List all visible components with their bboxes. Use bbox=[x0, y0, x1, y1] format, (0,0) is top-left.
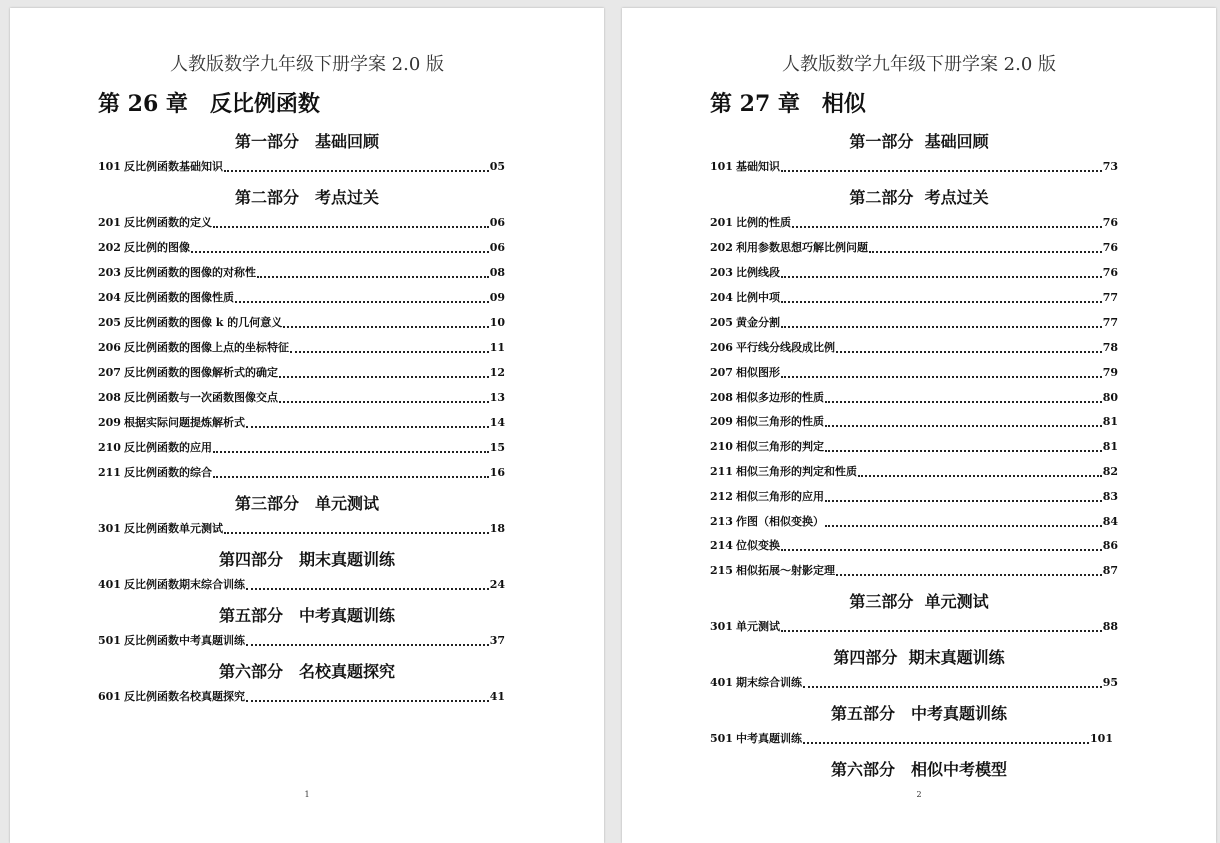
entry-code: 201 bbox=[710, 216, 733, 229]
dot-leader bbox=[290, 342, 489, 353]
dot-leader bbox=[191, 242, 489, 253]
dot-leader bbox=[246, 417, 489, 428]
entry-page: 80 bbox=[1102, 391, 1118, 404]
toc-entry[interactable] bbox=[710, 159, 1118, 175]
dot-leader bbox=[781, 317, 1102, 328]
toc-entry[interactable] bbox=[710, 265, 1118, 281]
entry-text: 反比例函数的图像性质 bbox=[123, 291, 234, 304]
entry-code: 211 bbox=[710, 465, 733, 478]
entry-text: 反比例函数中考真题训练 bbox=[123, 634, 245, 647]
dot-leader bbox=[792, 217, 1102, 228]
entry-code: 401 bbox=[710, 676, 733, 689]
toc-entry[interactable] bbox=[98, 415, 505, 431]
entry-code: 208 bbox=[98, 391, 121, 404]
entry-text: 相似拓展～射影定理 bbox=[735, 564, 835, 577]
toc-entry[interactable] bbox=[98, 265, 505, 281]
entry-code: 204 bbox=[710, 291, 733, 304]
toc-entry[interactable] bbox=[710, 619, 1118, 635]
toc-entry[interactable] bbox=[710, 538, 1118, 554]
dot-leader bbox=[279, 392, 489, 403]
entry-text: 平行线分线段成比例 bbox=[735, 341, 835, 354]
toc-entry[interactable] bbox=[710, 563, 1118, 579]
entry-text: 位似变换 bbox=[735, 539, 780, 552]
entry-code: 208 bbox=[710, 391, 733, 404]
dot-leader bbox=[246, 579, 489, 590]
toc-entry[interactable] bbox=[710, 240, 1118, 256]
page-number: 1 bbox=[304, 790, 310, 799]
chapter-title: 第 27 章 相似 bbox=[710, 91, 866, 117]
entry-text: 作图（相似变换） bbox=[735, 515, 824, 528]
entry-page: 09 bbox=[489, 291, 505, 304]
page-header: 人教版数学九年级下册学案 2.0 版 bbox=[781, 54, 1057, 75]
entry-code: 101 bbox=[98, 160, 121, 173]
toc-entry[interactable] bbox=[710, 215, 1118, 231]
entry-code: 203 bbox=[98, 266, 121, 279]
toc-entry[interactable] bbox=[710, 290, 1118, 306]
entry-text: 反比例函数的图像 k 的几何意义 bbox=[123, 316, 283, 329]
toc-entry[interactable] bbox=[98, 340, 505, 356]
entry-text: 反比例函数的图像的对称性 bbox=[123, 266, 256, 279]
entry-page: 76 bbox=[1102, 266, 1118, 279]
dot-leader bbox=[781, 267, 1102, 278]
entry-text: 反比例的图像 bbox=[123, 241, 190, 254]
toc-entry[interactable] bbox=[98, 365, 505, 381]
entry-text: 反比例函数的定义 bbox=[123, 216, 212, 229]
dot-leader bbox=[858, 466, 1102, 477]
toc-entry[interactable] bbox=[710, 514, 1118, 530]
section-title: 第一部分 基础回顾 bbox=[234, 132, 379, 151]
entry-page: 11 bbox=[489, 341, 505, 354]
dot-leader bbox=[825, 516, 1102, 527]
entry-code: 210 bbox=[98, 441, 121, 454]
toc-entry[interactable] bbox=[710, 390, 1118, 406]
dot-leader bbox=[825, 392, 1102, 403]
toc-entry[interactable] bbox=[710, 489, 1118, 505]
entry-text: 利用参数思想巧解比例问题 bbox=[735, 241, 868, 254]
section-title: 第五部分 中考真题训练 bbox=[830, 704, 1007, 723]
entry-code: 202 bbox=[710, 241, 733, 254]
entry-code: 201 bbox=[98, 216, 121, 229]
toc-entry[interactable] bbox=[98, 215, 505, 231]
entry-page: 18 bbox=[489, 522, 505, 535]
dot-leader bbox=[781, 161, 1102, 172]
entry-page: 16 bbox=[489, 466, 505, 479]
entry-code: 212 bbox=[710, 490, 733, 503]
entry-code: 211 bbox=[98, 466, 121, 479]
entry-text: 期末综合训练 bbox=[735, 676, 802, 689]
entry-code: 206 bbox=[98, 341, 121, 354]
dot-leader bbox=[246, 691, 489, 702]
dot-leader bbox=[279, 367, 489, 378]
entry-page: 81 bbox=[1102, 440, 1118, 453]
dot-leader bbox=[825, 491, 1102, 502]
entry-text: 相似多边形的性质 bbox=[735, 391, 824, 404]
entry-page: 87 bbox=[1102, 564, 1118, 577]
entry-code: 213 bbox=[710, 515, 733, 528]
entry-text: 反比例函数的综合 bbox=[123, 466, 212, 479]
entry-text: 相似三角形的判定 bbox=[735, 440, 824, 453]
entry-text: 反比例函数与一次函数图像交点 bbox=[123, 391, 278, 404]
entry-page: 84 bbox=[1102, 515, 1118, 528]
section-title: 第四部分 期末真题训练 bbox=[833, 648, 1005, 667]
entry-page: 82 bbox=[1102, 465, 1118, 478]
section-title: 第二部分 考点过关 bbox=[849, 188, 989, 207]
entry-text: 比例线段 bbox=[735, 266, 780, 279]
dot-leader bbox=[836, 565, 1102, 576]
toc-entry[interactable] bbox=[710, 731, 1113, 747]
section-title: 第五部分 中考真题训练 bbox=[218, 606, 395, 625]
toc-entry[interactable] bbox=[710, 315, 1118, 331]
section-title: 第二部分 考点过关 bbox=[234, 188, 379, 207]
entry-page: 88 bbox=[1102, 620, 1118, 633]
entry-text: 相似三角形的应用 bbox=[735, 490, 824, 503]
dot-leader bbox=[836, 342, 1102, 353]
entry-code: 214 bbox=[710, 539, 733, 552]
entry-code: 202 bbox=[98, 241, 121, 254]
page-header: 人教版数学九年级下册学案 2.0 版 bbox=[169, 54, 445, 75]
dot-leader bbox=[257, 267, 489, 278]
entry-text: 反比例函数单元测试 bbox=[123, 522, 223, 535]
entry-text: 中考真题训练 bbox=[735, 732, 802, 745]
entry-code: 209 bbox=[710, 415, 733, 428]
entry-page: 08 bbox=[489, 266, 505, 279]
page-number: 2 bbox=[916, 790, 922, 799]
entry-text: 反比例函数的图像解析式的确定 bbox=[123, 366, 278, 379]
entry-text: 相似三角形的判定和性质 bbox=[735, 465, 857, 478]
entry-page: 76 bbox=[1102, 241, 1118, 254]
toc-entry[interactable] bbox=[98, 290, 505, 306]
toc-entry[interactable] bbox=[710, 439, 1118, 455]
dot-leader bbox=[213, 467, 489, 478]
entry-code: 203 bbox=[710, 266, 733, 279]
entry-page: 06 bbox=[489, 216, 505, 229]
entry-text: 反比例函数基础知识 bbox=[123, 160, 223, 173]
entry-text: 单元测试 bbox=[735, 620, 780, 633]
entry-page: 12 bbox=[489, 366, 505, 379]
chapter-title: 第 26 章 反比例函数 bbox=[98, 91, 320, 117]
entry-code: 206 bbox=[710, 341, 733, 354]
section-title: 第六部分 相似中考模型 bbox=[830, 760, 1007, 779]
entry-page: 24 bbox=[489, 578, 505, 591]
entry-text: 反比例函数的图像上点的坐标特征 bbox=[123, 341, 289, 354]
entry-code: 210 bbox=[710, 440, 733, 453]
entry-page: 76 bbox=[1102, 216, 1118, 229]
dot-leader bbox=[781, 540, 1102, 551]
entry-code: 207 bbox=[710, 366, 733, 379]
entry-page: 41 bbox=[489, 690, 505, 703]
section-title: 第六部分 名校真题探究 bbox=[218, 662, 395, 681]
entry-text: 相似图形 bbox=[735, 366, 780, 379]
dot-leader bbox=[825, 416, 1102, 427]
entry-code: 601 bbox=[98, 690, 121, 703]
toc-entry[interactable] bbox=[98, 689, 505, 705]
dot-leader bbox=[781, 621, 1102, 632]
dot-leader bbox=[803, 733, 1089, 744]
toc-entry[interactable] bbox=[710, 340, 1118, 356]
toc-entry[interactable] bbox=[98, 577, 505, 593]
document-page-2 bbox=[622, 8, 1216, 843]
entry-code: 205 bbox=[710, 316, 733, 329]
document-page-1 bbox=[10, 8, 604, 843]
toc-entry[interactable] bbox=[710, 464, 1118, 480]
entry-text: 比例中项 bbox=[735, 291, 780, 304]
entry-text: 比例的性质 bbox=[735, 216, 791, 229]
section-title: 第一部分 基础回顾 bbox=[849, 132, 989, 151]
entry-page: 77 bbox=[1102, 291, 1118, 304]
entry-code: 209 bbox=[98, 416, 121, 429]
toc-entry[interactable] bbox=[98, 390, 505, 406]
dot-leader bbox=[781, 292, 1102, 303]
toc-entry[interactable] bbox=[98, 521, 505, 537]
entry-page: 15 bbox=[489, 441, 505, 454]
section-title: 第四部分 期末真题训练 bbox=[218, 550, 395, 569]
entry-page: 81 bbox=[1102, 415, 1118, 428]
entry-page: 77 bbox=[1102, 316, 1118, 329]
dot-leader bbox=[235, 292, 489, 303]
toc-entry[interactable] bbox=[98, 465, 505, 481]
toc-entry[interactable] bbox=[98, 315, 505, 331]
entry-page: 83 bbox=[1102, 490, 1118, 503]
entry-code: 501 bbox=[710, 732, 733, 745]
entry-text: 反比例函数期末综合训练 bbox=[123, 578, 245, 591]
toc-entry[interactable] bbox=[98, 240, 505, 256]
entry-page: 86 bbox=[1102, 539, 1118, 552]
entry-text: 黄金分割 bbox=[735, 316, 780, 329]
dot-leader bbox=[283, 317, 488, 328]
entry-page: 73 bbox=[1102, 160, 1118, 173]
entry-page: 101 bbox=[1090, 732, 1113, 745]
entry-code: 301 bbox=[98, 522, 121, 535]
entry-page: 10 bbox=[489, 316, 505, 329]
dot-leader bbox=[213, 217, 489, 228]
dot-leader bbox=[224, 161, 489, 172]
entry-page: 95 bbox=[1102, 676, 1118, 689]
section-title: 第三部分 单元测试 bbox=[234, 494, 379, 513]
dot-leader bbox=[825, 441, 1102, 452]
toc-entry[interactable] bbox=[98, 633, 505, 649]
entry-code: 204 bbox=[98, 291, 121, 304]
entry-code: 401 bbox=[98, 578, 121, 591]
entry-code: 215 bbox=[710, 564, 733, 577]
dot-leader bbox=[781, 367, 1102, 378]
toc-entry[interactable] bbox=[98, 159, 505, 175]
dot-leader bbox=[803, 677, 1102, 688]
entry-page: 05 bbox=[489, 160, 505, 173]
entry-page: 78 bbox=[1102, 341, 1118, 354]
entry-text: 反比例函数的应用 bbox=[123, 441, 212, 454]
entry-code: 501 bbox=[98, 634, 121, 647]
dot-leader bbox=[213, 442, 489, 453]
entry-text: 反比例函数名校真题探究 bbox=[123, 690, 245, 703]
section-title: 第三部分 单元测试 bbox=[849, 592, 989, 611]
entry-code: 101 bbox=[710, 160, 733, 173]
entry-code: 207 bbox=[98, 366, 121, 379]
entry-text: 基础知识 bbox=[735, 160, 780, 173]
entry-text: 根据实际问题提炼解析式 bbox=[123, 416, 245, 429]
toc-entry[interactable] bbox=[710, 365, 1118, 381]
toc-entry[interactable] bbox=[710, 414, 1118, 430]
entry-code: 301 bbox=[710, 620, 733, 633]
dot-leader bbox=[246, 635, 489, 646]
dot-leader bbox=[869, 242, 1102, 253]
toc-entry[interactable] bbox=[710, 675, 1118, 691]
entry-page: 06 bbox=[489, 241, 505, 254]
entry-page: 13 bbox=[489, 391, 505, 404]
entry-page: 14 bbox=[489, 416, 505, 429]
toc-entry[interactable] bbox=[98, 440, 505, 456]
entry-page: 37 bbox=[489, 634, 505, 647]
entry-page: 79 bbox=[1102, 366, 1118, 379]
entry-code: 205 bbox=[98, 316, 121, 329]
entry-text: 相似三角形的性质 bbox=[735, 415, 824, 428]
dot-leader bbox=[224, 523, 489, 534]
